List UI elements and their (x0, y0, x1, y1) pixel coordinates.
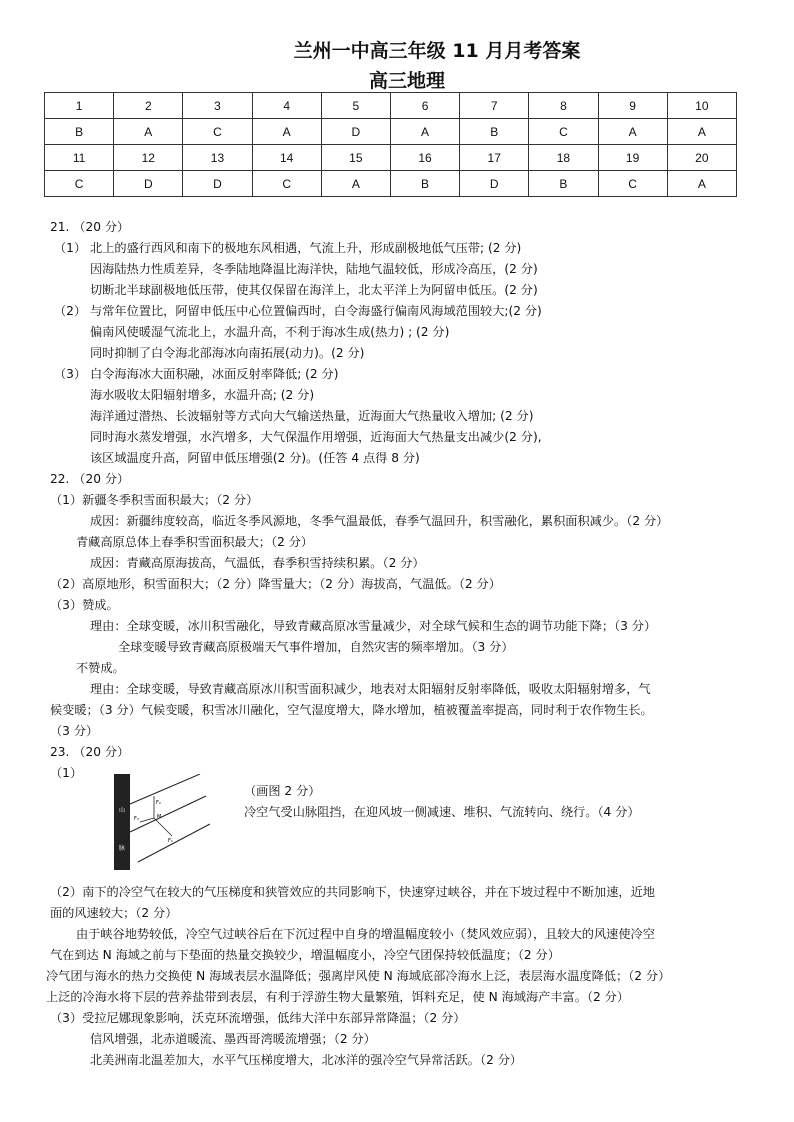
text-line: （3 分） (50, 724, 99, 738)
text-line: 海水吸收太阳辐射增多，水温升高; (2 分) (90, 388, 315, 402)
force-arrow-f1 (154, 818, 172, 836)
table-row (45, 93, 737, 119)
text-line: （2）南下的冷空气在较大的气压梯度和狭管效应的共同影响下，快速穿过峡谷，并在下坡过程中不断加速，近地 (50, 885, 655, 899)
table-cell: A (390, 119, 459, 145)
table-cell: 16 (390, 145, 459, 171)
text-line: 成因：青藏高原海拔高，气温低，春季积雪持续积累。（2 分） (90, 556, 425, 570)
isobar-2 (130, 796, 206, 832)
table-cell: B (390, 171, 459, 197)
table-row (45, 119, 737, 145)
isobar-1 (130, 774, 200, 804)
table-cell: D (183, 171, 252, 197)
text-line: （3）受拉尼娜现象影响，沃克环流增强，低纬大洋中东部异常降温；（2 分） (50, 1011, 466, 1025)
table-cell: 9 (598, 93, 667, 119)
table-cell: 8 (529, 93, 598, 119)
label-f3: F₃ (134, 816, 139, 822)
text-line: 22. （20 分） (50, 472, 130, 486)
table-cell: C (598, 171, 667, 197)
table-cell: B (529, 171, 598, 197)
text-line: 海洋通过潜热、长波辐射等方式向大气输送热量，近海面大气热量收入增加; (2 分) (90, 409, 534, 423)
table-cell: 17 (460, 145, 529, 171)
table-cell: 13 (183, 145, 252, 171)
table-cell: 12 (114, 145, 183, 171)
text-line: （1）新疆冬季积雪面积最大；（2 分） (50, 493, 259, 507)
table-cell: C (252, 171, 321, 197)
table-cell: A (598, 119, 667, 145)
text-line: 理由：全球变暖，冰川积雪融化，导致青藏高原冰雪量减少，对全球气候和生态的调节功能下降；（3 分） (90, 619, 657, 633)
wind-diagram (110, 774, 210, 870)
text-line: 同时抑制了白令海北部海冰向南拓展(动力)。(2 分) (90, 346, 365, 360)
page-subtitle: 高三地理 (368, 70, 445, 92)
isobar-3 (138, 824, 210, 862)
text-line: 冷气团与海水的热力交换使 N 海域表层水温降低；强离岸风使 N 海域底部冷海水上泛，表层海水温度降低；（2 分） (46, 969, 671, 983)
text-line: 该区域温度升高，阿留申低压增强(2 分)。(任答 4 点得 8 分) (90, 451, 420, 465)
text-line: （3） 白令海海冰大面积融，冰面反射率降低; (2 分) (54, 367, 339, 381)
table-cell: 2 (114, 93, 183, 119)
text-line: 21. （20 分） (50, 220, 130, 234)
table-cell: 7 (460, 93, 529, 119)
mountain-label: 山 (119, 807, 126, 814)
table-cell: D (321, 119, 390, 145)
text-line: （3）赞成。 (50, 598, 119, 612)
table-cell: C (45, 171, 114, 197)
text-line: （1） 北上的盛行西风和南下的极地东风相遇，气流上升，形成副极地低气压带; (2 分) (54, 241, 522, 255)
table-cell: A (321, 171, 390, 197)
page-title: 兰州一中高三年级 11 月月考答案 (293, 40, 581, 62)
table-row (45, 145, 737, 171)
answer-table (44, 92, 737, 197)
table-cell: 3 (183, 93, 252, 119)
table-cell: 15 (321, 145, 390, 171)
table-cell: A (667, 119, 736, 145)
table-cell: B (460, 119, 529, 145)
table-cell: 19 (598, 145, 667, 171)
table-cell: B (45, 119, 114, 145)
table-cell: 20 (667, 145, 736, 171)
table-cell: 1 (45, 93, 114, 119)
text-line: 冷空气受山脉阻挡，在迎风坡一侧减速、堆积、气流转向、绕行。（4 分） (244, 805, 640, 819)
text-line: （2）高原地形，积雪面积大；（2 分）降雪量大；（2 分）海拔高，气温低。（2 分） (50, 577, 501, 591)
label-f1: F₁ (168, 838, 173, 844)
table-cell: 5 (321, 93, 390, 119)
table-row (45, 171, 737, 197)
table-cell: 6 (390, 93, 459, 119)
text-line: （2） 与常年位置比，阿留申低压中心位置偏西时，白令海盛行偏南风海域范围较大;(2 分) (54, 304, 542, 318)
text-line: 偏南风使暖湿气流北上，水温升高，不利于海冰生成(热力) ; (2 分) (90, 325, 450, 339)
text-line: 全球变暖导致青藏高原极端天气事件增加，自然灾害的频率增加。（3 分） (118, 640, 514, 654)
table-cell: A (114, 119, 183, 145)
table-cell: 11 (45, 145, 114, 171)
table-cell: A (252, 119, 321, 145)
text-line: 切断北半球副极地低压带，使其仅保留在海洋上，北太平洋上为阿留申低压。(2 分) (90, 283, 538, 297)
label-f2: F₂ (156, 800, 161, 806)
table-cell: 18 (529, 145, 598, 171)
mountain-label-2: 脉 (119, 845, 126, 852)
table-cell: 14 (252, 145, 321, 171)
table-cell: 4 (252, 93, 321, 119)
text-line: 因海陆热力性质差异，冬季陆地降温比海洋快，陆地气温较低，形成冷高压，(2 分) (90, 262, 538, 276)
text-line: 由于峡谷地势较低，冷空气过峡谷后在下沉过程中自身的增温幅度较小（焚风效应弱），且较大的风速使冷空 (76, 927, 655, 941)
table-cell: A (667, 171, 736, 197)
text-line: （画图 2 分） (244, 784, 321, 798)
text-line: 气在到达 N 海域之前与下垫面的热量交换较少，增温幅度小，冷空气团保持较低温度；（2 分） (50, 948, 560, 962)
text-line: 候变暖；（3 分）气候变暖，积雪冰川融化，空气湿度增大，降水增加，植被覆盖率提高，同时利于农作物生长。 (50, 703, 653, 717)
text-line: 面的风速较大；（2 分） (50, 906, 178, 920)
table-cell: C (183, 119, 252, 145)
text-line: 23. （20 分） (50, 745, 130, 759)
text-line: 信风增强，北赤道暖流、墨西哥湾暖流增强；（2 分） (90, 1032, 376, 1046)
label-m: M (157, 814, 162, 820)
table-cell: D (114, 171, 183, 197)
text-line: 上泛的冷海水将下层的营养盐带到表层，有利于浮游生物大量繁殖，饵料充足，使 N 海域海产丰富。（2 分） (46, 990, 630, 1004)
text-line: 北美洲南北温差加大，水平气压梯度增大，北冰洋的强冷空气异常活跃。（2 分） (90, 1053, 523, 1067)
mountain-ridge (114, 774, 130, 870)
text-line: 理由：全球变暖，导致青藏高原冰川积雪面积减少，地表对太阳辐射反射率降低，吸收太阳辐射增多，气 (90, 682, 651, 696)
table-cell: D (460, 171, 529, 197)
table-cell: 10 (667, 93, 736, 119)
text-line: 不赞成。 (76, 661, 125, 675)
text-line: 同时海水蒸发增强，水汽增多，大气保温作用增强，近海面大气热量支出减少(2 分), (90, 430, 542, 444)
text-line: 成因：新疆纬度较高，临近冬季风源地，冬季气温最低，春季气温回升，积雪融化，累积面积减少。（2 分） (90, 514, 669, 528)
text-line: （1） (50, 766, 83, 780)
text-line: 青藏高原总体上春季积雪面积最大；（2 分） (76, 535, 314, 549)
table-cell: C (529, 119, 598, 145)
